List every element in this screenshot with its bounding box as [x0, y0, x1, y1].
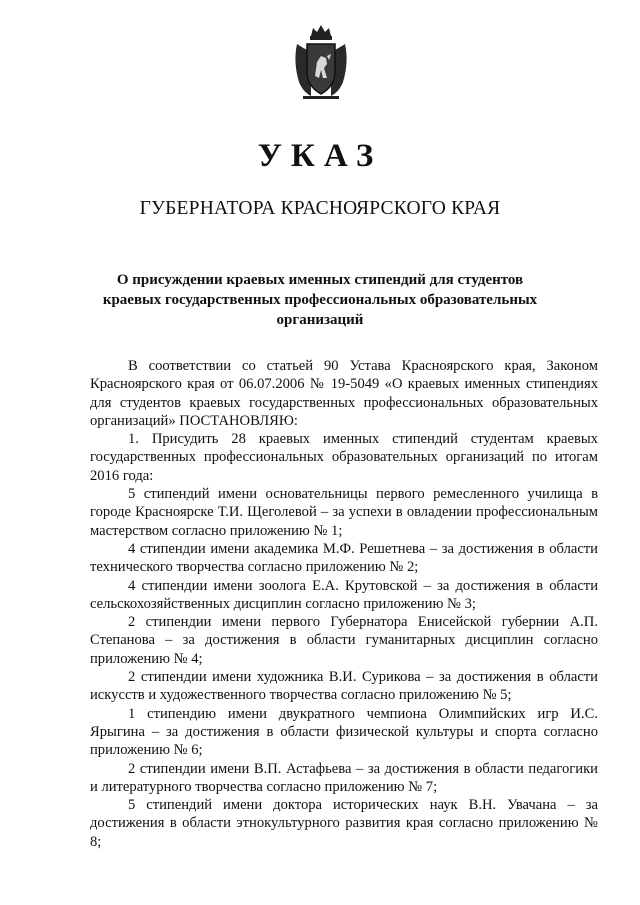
document-issuer: ГУБЕРНАТОРА КРАСНОЯРСКОГО КРАЯ [139, 198, 501, 219]
paragraph: 4 стипендии имени академика М.Ф. Решетнева – за достижения в области технического творчества согласно приложению № 2; [90, 540, 598, 576]
paragraph: 2 стипендии имени первого Губернатора Енисейской губернии А.П. Степанова – за достижения в области гуманитарных дисциплин согласно приложению № 4; [90, 614, 598, 667]
paragraph: 5 стипендий имени доктора исторических наук В.Н. Увачана – за достижения в области этнокультурного развития края согласно приложению № 8; [90, 797, 598, 850]
decree-body [90, 357, 598, 851]
paragraph: 1 стипендию имени двукратного чемпиона Олимпийских игр И.С. Ярыгина – за достижения в области физической культуры и спорта согласно приложению № 6; [90, 705, 598, 759]
paragraph: 2 стипендии имени художника В.И. Сурикова – за достижения в области искусств и художественного творчества согласно приложению № 5; [90, 669, 598, 704]
paragraph: 4 стипендии имени зоолога Е.А. Крутовской – за достижения в области сельскохозяйственных дисциплин согласно приложению № 3; [90, 577, 598, 612]
paragraph: 2 стипендии имени В.П. Астафьева – за достижения в области педагогики и литературного творчества согласно приложению № 7; [90, 760, 598, 795]
coat-of-arms-icon [289, 22, 353, 100]
paragraph: 1. Присудить 28 краевых именных стипендий студентам краевых государственных профессиональных образовательных организаций по итогам 2016 года: [90, 431, 598, 484]
decree-title: О присуждении краевых именных стипендий для студентов краевых государственных профессиональных образовательных организаций [102, 272, 538, 328]
paragraph: 5 стипендий имени основательницы первого ремесленного училища в городе Красноярске Т.И. Щеголевой – за успехи в овладении профессиональным мастерством согласно приложению № 1; [90, 486, 598, 539]
document-type: УКАЗ [257, 138, 383, 174]
paragraph: В соответствии со статьей 90 Устава Красноярского края, Законом Красноярского края от 06.07.2006 № 19-5049 «О краевых именных стипендиях для студентов краевых государственных профессиональных образовательных организаций» ПОСТАНОВЛЯЮ: [90, 358, 598, 429]
